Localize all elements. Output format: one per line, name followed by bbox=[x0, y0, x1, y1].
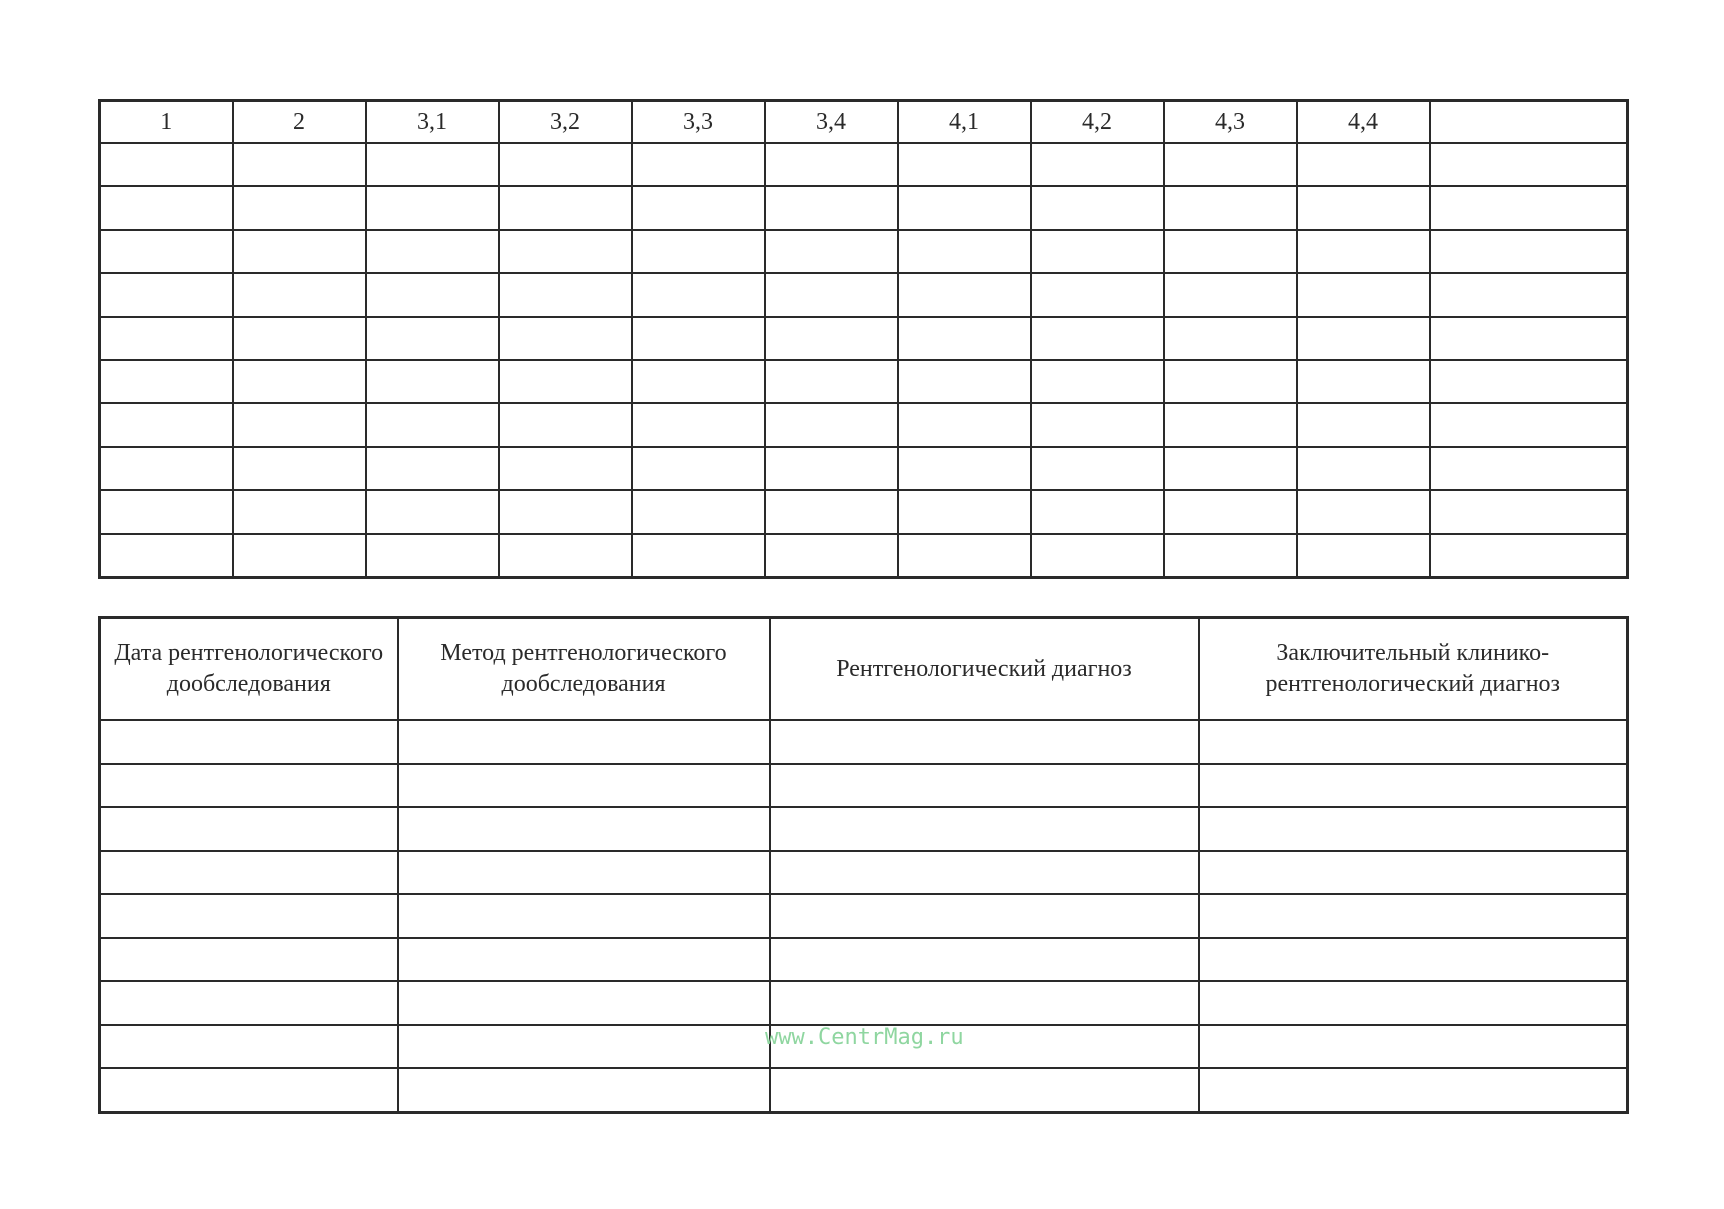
top-table bbox=[98, 99, 1629, 579]
empty-cell[interactable] bbox=[233, 490, 366, 533]
bottom-table-body bbox=[100, 720, 1628, 1113]
empty-cell[interactable] bbox=[499, 490, 632, 533]
empty-cell[interactable] bbox=[366, 230, 499, 273]
table-row bbox=[100, 1068, 1628, 1112]
empty-cell[interactable] bbox=[499, 360, 632, 403]
table-row bbox=[100, 403, 1628, 446]
empty-cell[interactable] bbox=[100, 403, 233, 446]
empty-cell[interactable] bbox=[1164, 360, 1297, 403]
empty-cell[interactable] bbox=[1297, 143, 1430, 186]
empty-cell[interactable] bbox=[499, 143, 632, 186]
empty-cell[interactable] bbox=[770, 981, 1199, 1025]
empty-cell[interactable] bbox=[499, 534, 632, 578]
table-row bbox=[100, 490, 1628, 533]
empty-cell[interactable] bbox=[100, 143, 233, 186]
table-row bbox=[100, 230, 1628, 273]
empty-cell[interactable] bbox=[632, 273, 765, 316]
table-row bbox=[100, 764, 1628, 808]
empty-cell[interactable] bbox=[1031, 534, 1164, 578]
empty-cell[interactable] bbox=[366, 273, 499, 316]
empty-cell[interactable] bbox=[366, 143, 499, 186]
empty-cell[interactable] bbox=[898, 534, 1031, 578]
empty-cell[interactable] bbox=[1199, 894, 1628, 938]
table-row bbox=[100, 273, 1628, 316]
empty-cell[interactable] bbox=[898, 143, 1031, 186]
top-header-cell: 4,3 bbox=[1164, 101, 1297, 144]
empty-cell[interactable] bbox=[1031, 490, 1164, 533]
empty-cell[interactable] bbox=[233, 317, 366, 360]
empty-cell[interactable] bbox=[1199, 851, 1628, 895]
empty-cell[interactable] bbox=[765, 317, 898, 360]
header-exam-method: Метод рентгенологического дообследования bbox=[398, 618, 770, 721]
empty-cell[interactable] bbox=[1031, 317, 1164, 360]
bottom-table-header-row bbox=[100, 618, 1628, 721]
empty-cell[interactable] bbox=[398, 807, 770, 851]
empty-cell[interactable] bbox=[398, 764, 770, 808]
empty-cell[interactable] bbox=[366, 360, 499, 403]
empty-cell[interactable] bbox=[770, 851, 1199, 895]
table-row bbox=[100, 938, 1628, 982]
empty-cell[interactable] bbox=[632, 186, 765, 229]
empty-cell[interactable] bbox=[100, 273, 233, 316]
empty-cell[interactable] bbox=[1297, 186, 1430, 229]
top-header-cell: 3,3 bbox=[632, 101, 765, 144]
empty-cell[interactable] bbox=[398, 894, 770, 938]
empty-cell[interactable] bbox=[100, 938, 398, 982]
empty-cell[interactable] bbox=[233, 534, 366, 578]
empty-cell[interactable] bbox=[1297, 230, 1430, 273]
empty-cell[interactable] bbox=[765, 534, 898, 578]
empty-cell[interactable] bbox=[765, 273, 898, 316]
empty-cell[interactable] bbox=[632, 534, 765, 578]
top-header-cell bbox=[1430, 101, 1628, 144]
empty-cell[interactable] bbox=[499, 447, 632, 490]
empty-cell[interactable] bbox=[1297, 317, 1430, 360]
empty-cell[interactable] bbox=[770, 807, 1199, 851]
top-header-cell: 1 bbox=[100, 101, 233, 144]
empty-cell[interactable] bbox=[398, 720, 770, 764]
top-header-cell: 3,1 bbox=[366, 101, 499, 144]
empty-cell[interactable] bbox=[366, 447, 499, 490]
empty-cell[interactable] bbox=[632, 447, 765, 490]
empty-cell[interactable] bbox=[1199, 720, 1628, 764]
empty-cell[interactable] bbox=[100, 764, 398, 808]
header-exam-date: Дата рентгенологического дообследования bbox=[100, 618, 398, 721]
empty-cell[interactable] bbox=[765, 230, 898, 273]
empty-cell[interactable] bbox=[499, 273, 632, 316]
empty-cell[interactable] bbox=[1297, 490, 1430, 533]
empty-cell[interactable] bbox=[398, 851, 770, 895]
empty-cell[interactable] bbox=[100, 981, 398, 1025]
empty-cell[interactable] bbox=[366, 403, 499, 446]
empty-cell[interactable] bbox=[1031, 360, 1164, 403]
empty-cell[interactable] bbox=[100, 894, 398, 938]
empty-cell[interactable] bbox=[770, 764, 1199, 808]
empty-cell[interactable] bbox=[233, 403, 366, 446]
top-header-cell: 4,4 bbox=[1297, 101, 1430, 144]
empty-cell[interactable] bbox=[366, 317, 499, 360]
empty-cell[interactable] bbox=[100, 807, 398, 851]
empty-cell[interactable] bbox=[770, 720, 1199, 764]
header-xray-diagnosis: Рентгенологический диагноз bbox=[770, 618, 1199, 721]
empty-cell[interactable] bbox=[100, 851, 398, 895]
empty-cell[interactable] bbox=[499, 186, 632, 229]
empty-cell[interactable] bbox=[632, 317, 765, 360]
empty-cell[interactable] bbox=[233, 447, 366, 490]
empty-cell[interactable] bbox=[1164, 317, 1297, 360]
empty-cell[interactable] bbox=[100, 447, 233, 490]
table-row bbox=[100, 360, 1628, 403]
empty-cell[interactable] bbox=[1430, 317, 1628, 360]
empty-cell[interactable] bbox=[398, 938, 770, 982]
empty-cell[interactable] bbox=[1031, 403, 1164, 446]
top-header-cell: 3,4 bbox=[765, 101, 898, 144]
empty-cell[interactable] bbox=[632, 143, 765, 186]
empty-cell[interactable] bbox=[366, 186, 499, 229]
empty-cell[interactable] bbox=[898, 186, 1031, 229]
empty-cell[interactable] bbox=[1199, 938, 1628, 982]
empty-cell[interactable] bbox=[765, 490, 898, 533]
top-table-header-row bbox=[100, 101, 1628, 144]
empty-cell[interactable] bbox=[1430, 273, 1628, 316]
empty-cell[interactable] bbox=[499, 230, 632, 273]
empty-cell[interactable] bbox=[1199, 1068, 1628, 1112]
empty-cell[interactable] bbox=[1430, 534, 1628, 578]
empty-cell[interactable] bbox=[233, 143, 366, 186]
empty-cell[interactable] bbox=[1164, 273, 1297, 316]
empty-cell[interactable] bbox=[398, 1068, 770, 1112]
empty-cell[interactable] bbox=[1430, 143, 1628, 186]
empty-cell[interactable] bbox=[898, 273, 1031, 316]
empty-cell[interactable] bbox=[1430, 360, 1628, 403]
empty-cell[interactable] bbox=[898, 447, 1031, 490]
empty-cell[interactable] bbox=[499, 403, 632, 446]
empty-cell[interactable] bbox=[632, 490, 765, 533]
empty-cell[interactable] bbox=[1031, 143, 1164, 186]
empty-cell[interactable] bbox=[1430, 403, 1628, 446]
empty-cell[interactable] bbox=[233, 360, 366, 403]
empty-cell[interactable] bbox=[233, 273, 366, 316]
empty-cell[interactable] bbox=[1164, 143, 1297, 186]
top-table-body bbox=[100, 143, 1628, 578]
empty-cell[interactable] bbox=[898, 490, 1031, 533]
empty-cell[interactable] bbox=[765, 447, 898, 490]
table-row bbox=[100, 851, 1628, 895]
empty-cell[interactable] bbox=[100, 1025, 398, 1069]
table-row bbox=[100, 720, 1628, 764]
top-header-cell: 4,1 bbox=[898, 101, 1031, 144]
empty-cell[interactable] bbox=[100, 360, 233, 403]
table-row bbox=[100, 534, 1628, 578]
empty-cell[interactable] bbox=[1430, 186, 1628, 229]
empty-cell[interactable] bbox=[1164, 403, 1297, 446]
empty-cell[interactable] bbox=[1199, 981, 1628, 1025]
empty-cell[interactable] bbox=[1297, 273, 1430, 316]
empty-cell[interactable] bbox=[765, 403, 898, 446]
empty-cell[interactable] bbox=[1430, 447, 1628, 490]
empty-cell[interactable] bbox=[1199, 764, 1628, 808]
empty-cell[interactable] bbox=[1031, 447, 1164, 490]
empty-cell[interactable] bbox=[1031, 230, 1164, 273]
empty-cell[interactable] bbox=[1297, 360, 1430, 403]
empty-cell[interactable] bbox=[1164, 186, 1297, 229]
empty-cell[interactable] bbox=[100, 1068, 398, 1112]
empty-cell[interactable] bbox=[632, 230, 765, 273]
empty-cell[interactable] bbox=[100, 230, 233, 273]
top-header-cell: 4,2 bbox=[1031, 101, 1164, 144]
empty-cell[interactable] bbox=[1199, 1025, 1628, 1069]
empty-cell[interactable] bbox=[1430, 490, 1628, 533]
empty-cell[interactable] bbox=[100, 317, 233, 360]
empty-cell[interactable] bbox=[898, 403, 1031, 446]
table-row bbox=[100, 143, 1628, 186]
header-final-diagnosis: Заключительный клинико-рентгенологический диагноз bbox=[1199, 618, 1628, 721]
table-row bbox=[100, 447, 1628, 490]
empty-cell[interactable] bbox=[1297, 403, 1430, 446]
empty-cell[interactable] bbox=[765, 143, 898, 186]
empty-cell[interactable] bbox=[1164, 230, 1297, 273]
empty-cell[interactable] bbox=[1031, 186, 1164, 229]
empty-cell[interactable] bbox=[632, 360, 765, 403]
empty-cell[interactable] bbox=[100, 490, 233, 533]
empty-cell[interactable] bbox=[100, 186, 233, 229]
empty-cell[interactable] bbox=[1164, 447, 1297, 490]
table-row bbox=[100, 894, 1628, 938]
empty-cell[interactable] bbox=[770, 1068, 1199, 1112]
empty-cell[interactable] bbox=[1297, 447, 1430, 490]
empty-cell[interactable] bbox=[770, 894, 1199, 938]
empty-cell[interactable] bbox=[366, 534, 499, 578]
empty-cell[interactable] bbox=[398, 981, 770, 1025]
empty-cell[interactable] bbox=[770, 938, 1199, 982]
empty-cell[interactable] bbox=[765, 360, 898, 403]
empty-cell[interactable] bbox=[898, 230, 1031, 273]
empty-cell[interactable] bbox=[233, 186, 366, 229]
empty-cell[interactable] bbox=[398, 1025, 770, 1069]
empty-cell[interactable] bbox=[233, 230, 366, 273]
empty-cell[interactable] bbox=[499, 317, 632, 360]
empty-cell[interactable] bbox=[632, 403, 765, 446]
watermark: www.CentrMag.ru bbox=[765, 1025, 964, 1050]
empty-cell[interactable] bbox=[1164, 534, 1297, 578]
empty-cell[interactable] bbox=[1199, 807, 1628, 851]
empty-cell[interactable] bbox=[1164, 490, 1297, 533]
empty-cell[interactable] bbox=[1430, 230, 1628, 273]
empty-cell[interactable] bbox=[898, 360, 1031, 403]
table-row bbox=[100, 317, 1628, 360]
empty-cell[interactable] bbox=[100, 720, 398, 764]
empty-cell[interactable] bbox=[1031, 273, 1164, 316]
top-header-cell: 2 bbox=[233, 101, 366, 144]
table-row bbox=[100, 807, 1628, 851]
empty-cell[interactable] bbox=[1297, 534, 1430, 578]
empty-cell[interactable] bbox=[100, 534, 233, 578]
empty-cell[interactable] bbox=[898, 317, 1031, 360]
empty-cell[interactable] bbox=[366, 490, 499, 533]
table-row bbox=[100, 981, 1628, 1025]
empty-cell[interactable] bbox=[765, 186, 898, 229]
table-row bbox=[100, 186, 1628, 229]
top-header-cell: 3,2 bbox=[499, 101, 632, 144]
